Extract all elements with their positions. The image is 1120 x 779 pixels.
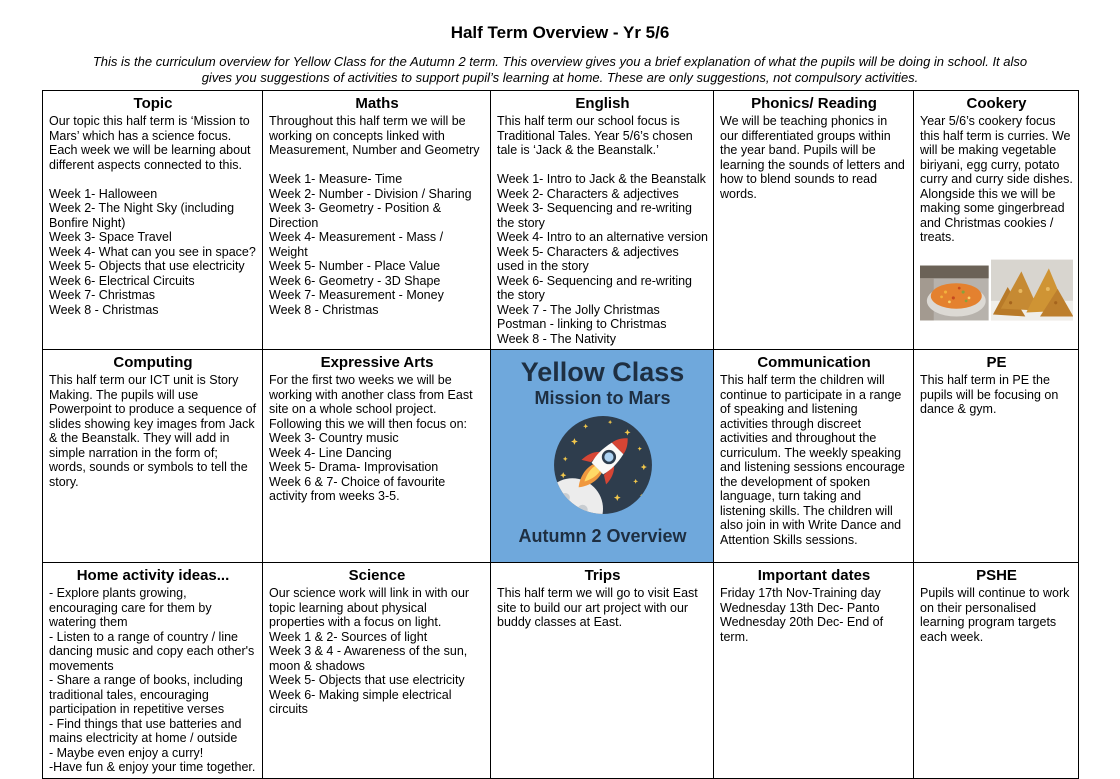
pe-title: PE — [986, 354, 1007, 371]
text-line: Week 4- Measurement - Mass / Weight — [269, 230, 444, 259]
text-line: Week 1- Measure- Time — [269, 172, 403, 186]
rocket-space-icon — [552, 414, 654, 516]
cell-expressive-arts — [263, 350, 491, 563]
cell-communication — [714, 350, 914, 563]
samosas-photo — [991, 259, 1073, 321]
english-body — [497, 114, 708, 346]
text-line: -Have fun & enjoy your time together. — [49, 760, 256, 774]
page-subtitle: This is the curriculum overview for Yellow Class for the Autumn 2 term. This overview gives you a brief explanation of what the pupils will be doing in school. It also gives you suggestions of activities to support pupil’s learning at home. These are only suggestions, not compulsory activities. — [92, 54, 1028, 85]
text-line: Week 4- Intro to an alternative version — [497, 230, 708, 244]
phonics-body — [720, 114, 908, 201]
cell-trips — [491, 563, 714, 779]
text-line: Week 3 & 4 - Awareness of the sun, moon & shadows — [269, 644, 468, 673]
text-line: Our science work will link in with our topic learning about physical properties with a focus on light. — [269, 586, 470, 629]
text-line: Following this we will then focus on: — [269, 416, 468, 431]
important-dates-body — [720, 586, 908, 644]
text-line: Week 3- Sequencing and re-writing the story — [497, 201, 693, 230]
text-line: Week 2- Characters & adjectives — [497, 186, 679, 201]
pe-body — [920, 373, 1073, 417]
trips-body — [497, 586, 708, 630]
text-line: Week 5- Number - Place Value — [269, 259, 441, 273]
text-line: Week 7 - The Jolly Christmas Postman - linking to Christmas — [497, 302, 667, 331]
maths-title: Maths — [355, 95, 399, 112]
text-line: - Listen to a range of country / line dancing music and copy each other's movements — [49, 629, 255, 673]
text-line: Week 3- Country music — [269, 431, 399, 445]
home-activity-body — [49, 586, 257, 775]
expressive-arts-body — [269, 373, 485, 504]
cell-maths — [263, 91, 491, 350]
cell-science — [263, 563, 491, 779]
cell-cookery — [914, 91, 1079, 350]
mission-name: Mission to Mars — [534, 388, 671, 408]
text-line: Week 1 & 2- Sources of light — [269, 629, 428, 644]
text-line: This half term our school focus is Traditional Tales. Year 5/6’s chosen tale is ‘Jack & the Beanstalk.’ — [497, 114, 693, 157]
text-line: This half term in PE the pupils will be focusing on dance & gym. — [920, 373, 1059, 416]
communication-body — [720, 373, 908, 547]
pshe-body — [920, 586, 1073, 644]
cell-home-activity-ideas — [43, 563, 263, 779]
cell-english — [491, 91, 714, 350]
text-line: Wednesday 20th Dec- End of term. — [720, 615, 884, 644]
science-body — [269, 586, 485, 717]
text-line: We will be teaching phonics in our differentiated groups within the year band. Pupils will be learning the sounds of letters and how to blend sounds to read words. — [720, 114, 905, 201]
text-line: For the first two weeks we will be working with another class from East site on a whole school project. — [269, 373, 473, 416]
text-line: Week 7- Christmas — [49, 288, 156, 302]
text-line: Week 8 - Christmas — [269, 302, 379, 317]
text-line — [269, 158, 485, 173]
text-line: Week 5- Characters & adjectives used in the story — [497, 244, 679, 273]
expressive-arts-title: Expressive Arts — [320, 354, 434, 371]
text-line: - Find things that use batteries and mains electricity at home / outside — [49, 716, 242, 745]
cell-pe — [914, 350, 1079, 563]
phonics-title: Phonics/ Reading — [751, 95, 877, 112]
text-line: Week 6- Sequencing and re-writing the story — [497, 273, 693, 302]
cell-phonics-reading — [714, 91, 914, 350]
text-line: Throughout this half term we will be working on concepts linked with Measurement, Number and Geometry — [269, 114, 480, 157]
text-line: Week 6 & 7- Choice of favourite activity from weeks 3-5. — [269, 474, 446, 503]
text-line: - Share a range of books, including traditional tales, encouraging participation in repetitive verses — [49, 673, 243, 716]
text-line: This half term we will go to visit East site to build our art project with our buddy classes at East. — [497, 586, 698, 629]
text-line: Week 1- Halloween — [49, 186, 158, 201]
text-line — [497, 158, 708, 173]
cell-pshe — [914, 563, 1079, 779]
text-line: Week 7- Measurement - Money — [269, 288, 444, 302]
class-name: Yellow Class — [520, 357, 685, 387]
trips-title: Trips — [584, 567, 621, 584]
cookery-photos — [920, 259, 1073, 321]
important-dates-title: Important dates — [757, 567, 871, 584]
english-title: English — [575, 95, 630, 112]
topic-title: Topic — [133, 95, 173, 112]
text-line: Week 2- Number - Division / Sharing — [269, 186, 472, 201]
text-line: Week 4- What can you see in space? — [49, 244, 256, 259]
cell-important-dates — [714, 563, 914, 779]
text-line: Week 8 - Christmas — [49, 302, 159, 317]
text-line: Wednesday 13th Dec- Panto — [720, 600, 880, 615]
cookery-title: Cookery — [966, 95, 1027, 112]
text-line: Week 1- Intro to Jack & the Beanstalk — [497, 172, 706, 186]
text-line: Year 5/6’s cookery focus this half term is curries. We will be making vegetable biriyani, egg curry, potato curry and curry side dishes. Alongside this we will be making some gingerbread and Christmas cookies / treats. — [920, 114, 1073, 244]
text-line: Week 6- Geometry - 3D Shape — [269, 273, 441, 288]
text-line: Week 6- Electrical Circuits — [49, 273, 195, 288]
text-line: Week 2- The Night Sky (including Bonfire Night) — [49, 201, 235, 230]
cell-yellow-class-banner — [491, 350, 714, 563]
computing-body — [49, 373, 257, 489]
text-line: Each week we will be learning about different aspects connected to this. — [49, 143, 251, 172]
pshe-title: PSHE — [976, 567, 1017, 584]
text-line: Week 8 - The Nativity — [497, 331, 617, 346]
text-line: Our topic this half term is ‘Mission to Mars’ which has a science focus. — [49, 114, 250, 143]
topic-body — [49, 114, 257, 317]
text-line: Week 5- Objects that use electricity — [269, 673, 465, 687]
computing-title: Computing — [113, 354, 193, 371]
text-line: Friday 17th Nov-Training day — [720, 586, 881, 600]
maths-body — [269, 114, 485, 317]
text-line: This half term our ICT unit is Story Making. The pupils will use Powerpoint to produce a sequence of slides showing key images from Jack & the Beanstalk. They will add in simple narration in the form of; words, sounds or symbols to tell the story. — [49, 373, 257, 489]
cell-topic — [43, 91, 263, 350]
text-line: Week 3- Space Travel — [49, 230, 172, 244]
page-title: Half Term Overview - Yr 5/6 — [450, 23, 670, 42]
text-line: Week 3- Geometry - Position & Direction — [269, 201, 442, 230]
text-line: Week 4- Line Dancing — [269, 445, 392, 460]
text-line: Week 5- Objects that use electricity — [49, 259, 245, 273]
communication-title: Communication — [757, 354, 871, 371]
text-line: This half term the children will continue to participate in a range of speaking and listening activities through discreet activities and throughout the curriculum. The weekly speaking and listening sessions encourage the development of spoken language, turn taking and listening skills. The children will also join in with Write Dance and Attention Skills sessions. — [720, 373, 905, 547]
text-line: Week 5- Drama- Improvisation — [269, 460, 439, 474]
cell-computing — [43, 350, 263, 563]
home-activity-title: Home activity ideas... — [76, 567, 230, 584]
science-title: Science — [348, 567, 406, 584]
text-line — [49, 172, 257, 187]
overview-name: Autumn 2 Overview — [518, 526, 687, 546]
curriculum-table — [42, 90, 1079, 779]
biryani-photo — [920, 265, 989, 321]
text-line: - Explore plants growing, encouraging care for them by watering them — [49, 586, 212, 629]
text-line: Pupils will continue to work on their personalised learning program targets each week. — [920, 586, 1070, 644]
text-line: - Maybe even enjoy a curry! — [49, 745, 204, 760]
text-line: Week 6- Making simple electrical circuits — [269, 687, 452, 716]
cookery-body — [920, 114, 1073, 245]
